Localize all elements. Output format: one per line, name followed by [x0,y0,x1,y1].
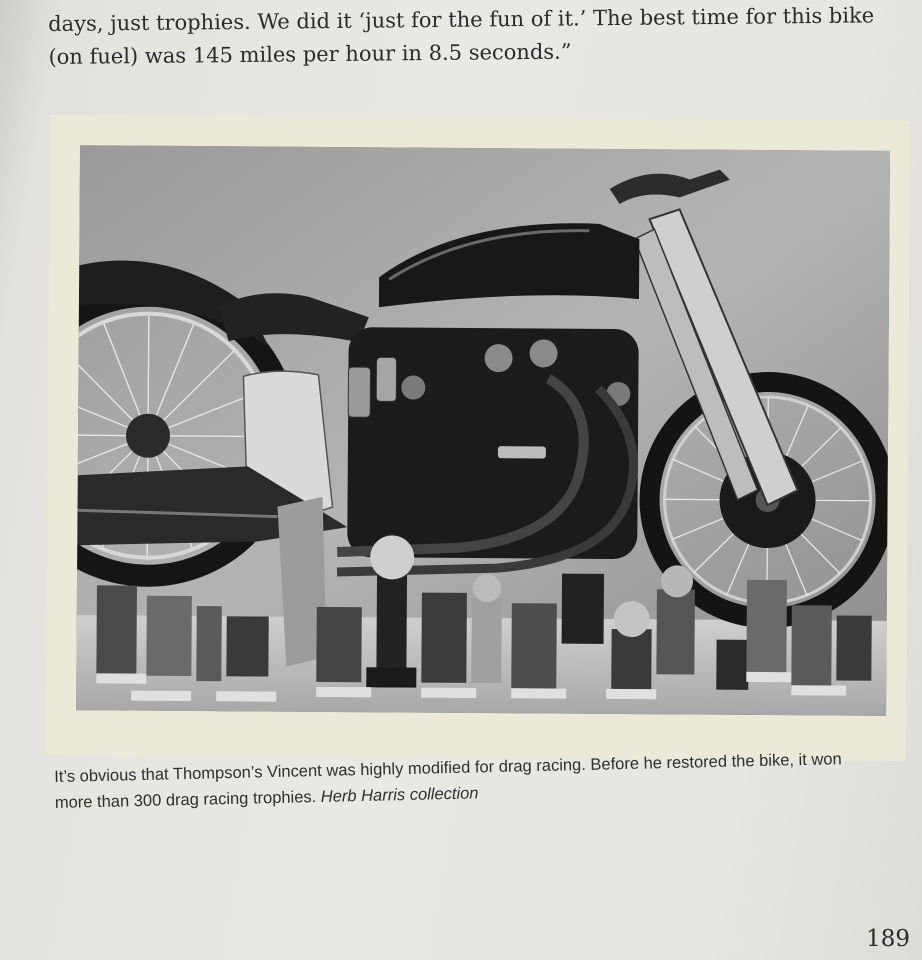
page-number: 189 [866,926,910,952]
caption-line-2-text: more than 300 drag racing trophies. [54,787,322,812]
photo-credit: Herb Harris collection [320,784,479,806]
body-paragraph [48,0,922,74]
photo-frame [46,115,910,761]
body-line-2: (on fuel) was 145 miles per hour in 8.5 seconds.” [48,39,572,69]
motorcycle-photo [76,145,890,716]
caption-line-1: It’s obvious that Thompson’s Vincent was highly modified for drag racing. Before he restored the bike, it won [54,750,842,786]
body-line-1: days, just trophies. We did it ‘just for the fun of it.’ The best time for this bike [48,3,875,36]
